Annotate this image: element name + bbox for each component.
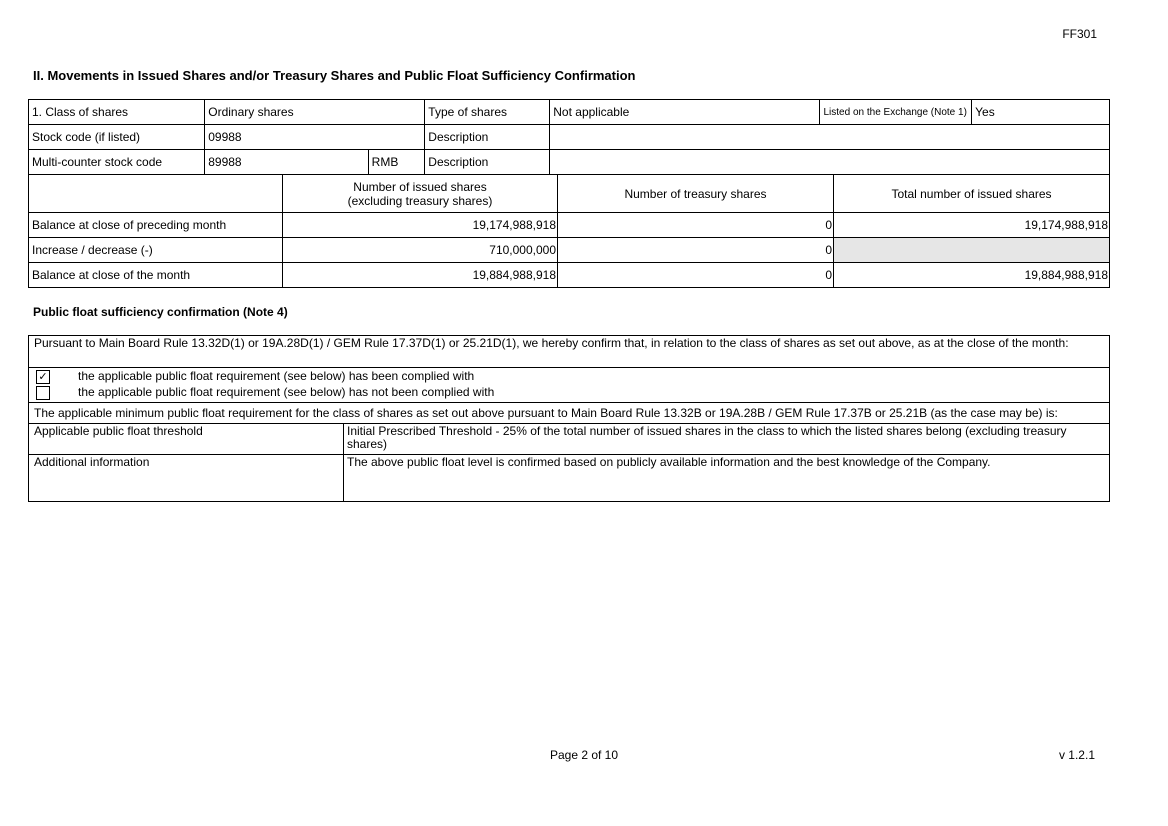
- additional-info-label: Additional information: [29, 455, 344, 502]
- description-label-2: Description: [425, 150, 550, 175]
- listed-on-exchange-value: Yes: [972, 100, 1110, 125]
- description-label: Description: [425, 125, 550, 150]
- table-row: [29, 263, 1110, 288]
- description-value-2: [550, 150, 1110, 175]
- option-complied[interactable]: [29, 368, 1110, 386]
- public-float-table: [28, 335, 1110, 502]
- description-value: [550, 125, 1110, 150]
- treasury-value: 0: [558, 263, 834, 288]
- row-label: Balance at close of preceding month: [29, 213, 283, 238]
- header-issued-shares: [283, 175, 558, 213]
- section-title: II. Movements in Issued Shares and/or Treasury Shares and Public Float Sufficiency Confirmation: [33, 68, 636, 83]
- public-float-title: Public float sufficiency confirmation (Note 4): [33, 305, 288, 319]
- option-not-complied[interactable]: [29, 385, 1110, 403]
- type-of-shares-label: Type of shares: [425, 100, 550, 125]
- multi-counter-currency: RMB: [368, 150, 425, 175]
- total-value: 19,174,988,918: [834, 213, 1110, 238]
- not-complied-checkbox[interactable]: [36, 386, 50, 400]
- listed-on-exchange-label: Listed on the Exchange (Note 1): [820, 100, 972, 125]
- row-label: Balance at close of the month: [29, 263, 283, 288]
- class-of-shares-label: 1. Class of shares: [29, 100, 205, 125]
- threshold-value: Initial Prescribed Threshold - 25% of the total number of issued shares in the class to which the listed shares belong (excluding treasury shares): [344, 424, 1110, 455]
- header-issued-text: Number of issued shares (excluding treasury shares): [347, 179, 493, 208]
- option-not-complied-label: the applicable public float requirement (see below) has not been complied with: [78, 385, 495, 400]
- issued-value: 19,884,988,918: [283, 263, 558, 288]
- multi-counter-value: 89988: [205, 150, 368, 175]
- complied-checkbox[interactable]: ✓: [36, 370, 50, 384]
- stock-code-value: 09988: [205, 125, 425, 150]
- issued-value: 19,174,988,918: [283, 213, 558, 238]
- header-total-issued: Total number of issued shares: [834, 175, 1110, 213]
- type-of-shares-value: Not applicable: [550, 100, 820, 125]
- table-row: [29, 238, 1110, 263]
- header-treasury-shares: Number of treasury shares: [558, 175, 834, 213]
- share-class-table: [28, 99, 1110, 175]
- treasury-value: 0: [558, 213, 834, 238]
- movements-header-blank: [29, 175, 283, 213]
- class-of-shares-value: Ordinary shares: [205, 100, 425, 125]
- page-number: Page 2 of 10: [549, 748, 619, 762]
- multi-counter-label: Multi-counter stock code: [29, 150, 205, 175]
- treasury-value: 0: [558, 238, 834, 263]
- version-label: v 1.2.1: [1058, 748, 1095, 762]
- issued-value: 710,000,000: [283, 238, 558, 263]
- total-value-greyed: [834, 238, 1110, 263]
- requirement-text: The applicable minimum public float requirement for the class of shares as set out above pursuant to Main Board Rule 13.32B or 19A.28B / GEM Rule 17.37B or 25.21B (as the case may be) is:: [29, 403, 1110, 424]
- movements-table: [28, 174, 1110, 288]
- total-value: 19,884,988,918: [834, 263, 1110, 288]
- option-complied-label: the applicable public float requirement (see below) has been complied with: [78, 369, 475, 384]
- table-row: [29, 213, 1110, 238]
- public-float-intro: Pursuant to Main Board Rule 13.32D(1) or 19A.28D(1) / GEM Rule 17.37D(1) or 25.21D(1), we hereby confirm that, in relation to the class of shares as set out above, as at the close of the month:: [29, 336, 1110, 368]
- additional-info-value: The above public float level is confirmed based on publicly available information and the best knowledge of the Company.: [344, 455, 1110, 502]
- stock-code-label: Stock code (if listed): [29, 125, 205, 150]
- row-label: Increase / decrease (-): [29, 238, 283, 263]
- threshold-label: Applicable public float threshold: [29, 424, 344, 455]
- form-code: FF301: [1062, 27, 1097, 41]
